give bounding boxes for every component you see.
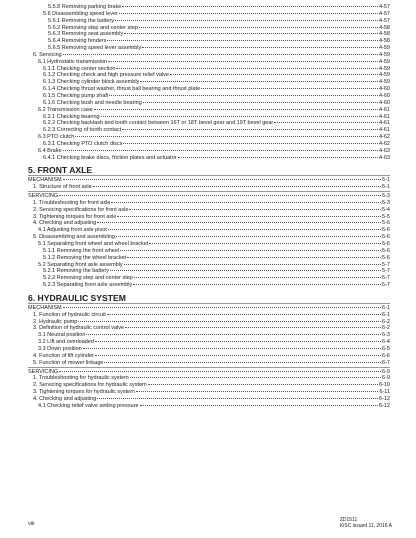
- toc-entry-label: 5.2.2 Removing step and center step: [43, 275, 133, 282]
- toc-entry[interactable]: [28, 312, 390, 319]
- dot-leader: [122, 6, 378, 7]
- toc-entry-label: 6.3 PTO clutch: [38, 134, 75, 141]
- dot-leader: [140, 81, 378, 82]
- toc-entry[interactable]: [28, 262, 390, 269]
- toc-entry-label: 5.1.1 Removing the front wheel: [43, 247, 120, 254]
- toc-entry-label: 4. Checking and adjusting: [33, 395, 97, 402]
- toc-entry[interactable]: [28, 155, 390, 162]
- toc-entry-label: 5.5.8 Removing parking brake: [48, 4, 122, 10]
- dot-leader: [108, 229, 381, 230]
- toc-entry[interactable]: [28, 339, 390, 346]
- dot-leader: [108, 61, 378, 62]
- toc-entry[interactable]: [28, 148, 390, 155]
- toc-page-number: 5-7: [382, 261, 390, 268]
- toc-entry[interactable]: [28, 234, 390, 241]
- toc-entry-label: 6.2.1 Checking bearing: [43, 113, 100, 120]
- toc-entry-label: 1. Structure of front axle: [33, 184, 92, 191]
- toc-entry-label: 5.6.4 Removing fenders: [48, 38, 107, 45]
- toc-page-number: 4-58: [378, 31, 390, 38]
- toc-page-number: 4-57: [378, 17, 390, 24]
- toc-entry-label: 6. Servicing: [33, 51, 62, 58]
- toc-page-number: 5-1: [382, 177, 390, 184]
- toc-entry-label: 5. Disassembling and assembling: [33, 234, 115, 241]
- toc-entry[interactable]: [28, 332, 390, 339]
- toc-entry-label: 3. Tightening torques for front axle: [33, 213, 117, 220]
- toc-entry[interactable]: [28, 11, 390, 18]
- toc-page-number: 4-59: [378, 79, 390, 86]
- toc-entry[interactable]: [28, 319, 390, 326]
- toc-entry[interactable]: [28, 275, 390, 282]
- toc-entry-label: 4. Checking and adjusting: [33, 220, 97, 227]
- toc-page-number: 4-63: [378, 147, 390, 154]
- dot-leader: [75, 136, 378, 137]
- toc-entry-label: 6.1.4 Checking thrust washer, thrust ball bearing and thrust plate: [43, 86, 201, 93]
- toc-entry[interactable]: [28, 127, 390, 134]
- dot-leader: [59, 371, 381, 372]
- dot-leader: [94, 109, 378, 110]
- toc-entry[interactable]: [28, 360, 390, 367]
- toc-entry-label: 6.4 Brake: [38, 147, 62, 154]
- toc-entry-label: SERVICING: [28, 368, 59, 375]
- toc-page-number: 4-61: [378, 113, 390, 120]
- toc-entry-label: SERVICING: [28, 193, 59, 200]
- document-code: ZD1511: [339, 517, 358, 523]
- dot-leader: [111, 202, 381, 203]
- toc-entry[interactable]: [28, 207, 390, 214]
- toc-entry[interactable]: [28, 100, 390, 107]
- dot-leader: [124, 33, 378, 34]
- page-number: viii: [28, 521, 35, 527]
- toc-page-number: 4-61: [378, 127, 390, 134]
- toc-entry[interactable]: [28, 107, 390, 114]
- dot-leader: [63, 307, 381, 308]
- toc-page-number: 4-59: [378, 45, 390, 52]
- toc-page-number: 5-6: [382, 227, 390, 234]
- dot-leader: [86, 334, 381, 335]
- toc-entry-label: 5.1 Separating front wheel and wheel bracket: [38, 241, 149, 247]
- dot-leader: [83, 348, 381, 349]
- toc-page-number: 4-62: [378, 134, 390, 141]
- dot-leader: [59, 195, 381, 196]
- toc-entry[interactable]: [28, 325, 390, 332]
- toc-page-number: 6-10: [378, 382, 390, 389]
- dot-leader: [139, 27, 378, 28]
- toc-category[interactable]: [28, 305, 390, 312]
- toc-entry[interactable]: [28, 282, 390, 289]
- toc-page-number: 4-57: [378, 10, 390, 17]
- dot-leader: [63, 54, 378, 55]
- dot-leader: [110, 270, 381, 271]
- toc-page-number: 6-12: [378, 395, 390, 402]
- toc-page-number: 4-59: [378, 72, 390, 79]
- toc-page-number: 6-12: [378, 402, 390, 409]
- issue-label: KiSC issued 11, 2016 A: [339, 523, 392, 529]
- toc-entry[interactable]: [28, 214, 390, 221]
- dot-leader: [116, 68, 378, 69]
- dot-leader: [201, 88, 378, 89]
- dot-leader: [97, 222, 381, 223]
- dot-leader: [143, 102, 378, 103]
- toc-page-number: 4-60: [378, 86, 390, 93]
- dot-leader: [63, 179, 381, 180]
- toc-category[interactable]: [28, 369, 390, 376]
- toc-page-number: 4-60: [378, 92, 390, 99]
- toc-page-number: 4-58: [378, 24, 390, 31]
- toc-page-number: 4-59: [378, 51, 390, 58]
- toc-entry-label: 5.2 Separating front axle assembly: [38, 261, 123, 268]
- dot-leader: [170, 74, 378, 75]
- toc-list-hydraulic-system: [28, 303, 390, 410]
- toc-entry[interactable]: [28, 353, 390, 360]
- section-title-hydraulic-system: 6. HYDRAULIC SYSTEM: [28, 292, 126, 303]
- toc-page-number: 5-6: [382, 234, 390, 241]
- toc-page-number: 5-3: [382, 193, 390, 200]
- toc-entry-label: 5.6.5 Removing speed lever assembly: [48, 45, 142, 52]
- toc-page-number: 6-5: [382, 345, 390, 352]
- dot-leader: [125, 327, 381, 328]
- toc-page-number: 6-1: [382, 304, 390, 311]
- toc-page-number: 5-6: [382, 241, 390, 247]
- toc-entry-label: 1. Troubleshooting for hydraulic system: [33, 375, 129, 382]
- toc-entry[interactable]: [28, 114, 390, 121]
- toc-entry[interactable]: [28, 25, 390, 32]
- toc-entry-label: 2. Hydraulic pump: [33, 318, 78, 325]
- toc-entry-label: 6.1.5 Checking pump shaft: [43, 92, 109, 99]
- toc-entry-label: 5.6.3 Removing seat assembly: [48, 31, 124, 38]
- category-divider: [28, 191, 390, 192]
- toc-entry[interactable]: [28, 52, 390, 59]
- dot-leader: [97, 398, 378, 399]
- toc-entry[interactable]: [28, 375, 390, 382]
- toc-entry[interactable]: [28, 200, 390, 207]
- toc-entry-label: 1. Function of hydraulic circuit: [33, 311, 106, 318]
- toc-page-number: 4-60: [378, 99, 390, 106]
- toc-entry-label: 6.1.6 Checking bush and needle bearing: [43, 99, 142, 106]
- toc-entry-label: MECHANISM: [28, 304, 62, 311]
- toc-list-chapter-4: [28, 4, 390, 161]
- toc-entry-label: 6.1.2 Checking check and high pressure relief valve: [43, 72, 169, 79]
- dot-leader: [140, 405, 378, 406]
- toc-entry[interactable]: [28, 79, 390, 86]
- toc-entry-label: 3. Tightening torques for hydraulic system: [33, 389, 135, 396]
- toc-entry[interactable]: [28, 134, 390, 141]
- toc-page-number: 5-7: [382, 275, 390, 282]
- toc-page-number: 6-2: [382, 318, 390, 325]
- toc-entry-label: 4.1 Adjusting front axle pivot: [38, 227, 107, 234]
- toc-page-number: 6-1: [382, 311, 390, 318]
- dot-leader: [109, 95, 378, 96]
- toc-entry[interactable]: [28, 184, 390, 191]
- dot-leader: [95, 355, 381, 356]
- toc-page-number: 4-58: [378, 38, 390, 45]
- toc-entry[interactable]: [28, 255, 390, 262]
- toc-page-number: 6-2: [382, 325, 390, 332]
- toc-page-number: 6-4: [382, 339, 390, 346]
- toc-page-number: 5-5: [382, 213, 390, 220]
- dot-leader: [122, 129, 378, 130]
- toc-entry[interactable]: [28, 396, 390, 403]
- toc-page-number: 4-59: [378, 58, 390, 65]
- toc-entry-label: 5.2.1 Removing the battery: [43, 268, 110, 275]
- toc-entry-label: 1. Troubleshooting for front axle: [33, 199, 111, 206]
- toc-page-number: 6-11: [379, 389, 390, 396]
- toc-entry[interactable]: [28, 389, 390, 396]
- toc-entry-label: 5. Function of mower linkage: [33, 359, 104, 366]
- toc-entry-label: 5.6 Disassembling speed lever: [43, 10, 118, 17]
- document-footer: [340, 517, 392, 529]
- toc-entry-label: 6.1.3 Checking cylinder block assembly: [43, 79, 140, 86]
- toc-entry-label: 6.3.1 Checking PTO clutch discs: [43, 140, 123, 147]
- toc-entry[interactable]: [28, 268, 390, 275]
- section-title-front-axle: 5. FRONT AXLE: [28, 165, 93, 176]
- toc-entry-label: 5.6.1 Removing the battery: [48, 17, 115, 24]
- toc-entry[interactable]: [28, 141, 390, 148]
- toc-entry-label: 5.2.3 Separating front axle assembly: [43, 282, 133, 289]
- toc-entry-label: 6.1 Hydrostatic transmission: [38, 58, 108, 65]
- toc-entry[interactable]: [28, 66, 390, 73]
- dot-leader: [107, 314, 381, 315]
- dot-leader: [107, 40, 378, 41]
- toc-page-number: 5-3: [382, 199, 390, 206]
- category-divider: [28, 303, 390, 304]
- dot-leader: [178, 157, 378, 158]
- toc-page-number: 4-57: [378, 4, 390, 10]
- dot-leader: [274, 122, 378, 123]
- table-of-contents: [28, 4, 390, 410]
- dot-leader: [124, 264, 381, 265]
- toc-entry[interactable]: [28, 241, 390, 248]
- toc-entry[interactable]: [28, 93, 390, 100]
- toc-entry-label: 3.2 Lift and overloaded: [38, 339, 94, 346]
- toc-entry-label: 6.1.1 Checking center section: [43, 65, 116, 72]
- dot-leader: [130, 377, 381, 378]
- toc-page-number: 4-63: [378, 154, 390, 161]
- toc-entry[interactable]: [28, 346, 390, 353]
- toc-entry[interactable]: [28, 4, 390, 11]
- toc-page-number: 4-61: [378, 106, 390, 113]
- toc-entry[interactable]: [28, 248, 390, 255]
- toc-page-number: 6-9: [382, 368, 390, 375]
- toc-category[interactable]: [28, 193, 390, 200]
- toc-entry-label: 3.1 Neutral position: [38, 332, 86, 339]
- toc-entry-label: 4. Function of lift cylinder: [33, 352, 94, 359]
- toc-entry[interactable]: [28, 227, 390, 234]
- dot-leader: [134, 277, 381, 278]
- toc-entry-label: 6.2.3 Correcting of tooth contact: [43, 127, 122, 134]
- toc-list-front-axle: [28, 175, 390, 289]
- toc-page-number: 4-59: [378, 65, 390, 72]
- toc-page-number: 6-7: [382, 359, 390, 366]
- dot-leader: [104, 362, 381, 363]
- toc-entry[interactable]: [28, 38, 390, 45]
- toc-entry[interactable]: [28, 86, 390, 93]
- toc-page-number: 5-6: [382, 220, 390, 227]
- toc-entry[interactable]: [28, 220, 390, 227]
- category-divider: [28, 175, 390, 176]
- dot-leader: [63, 150, 378, 151]
- toc-page-number: 5-7: [382, 268, 390, 275]
- dot-leader: [123, 143, 378, 144]
- dot-leader: [115, 20, 378, 21]
- toc-entry[interactable]: [28, 45, 390, 52]
- toc-entry-label: 3. Definition of hydraulic control valve: [33, 325, 125, 332]
- dot-leader: [127, 257, 381, 258]
- dot-leader: [142, 47, 378, 48]
- dot-leader: [148, 384, 378, 385]
- dot-leader: [149, 243, 381, 244]
- category-divider: [28, 367, 390, 368]
- toc-entry[interactable]: [28, 59, 390, 66]
- dot-leader: [133, 284, 381, 285]
- toc-entry[interactable]: [28, 31, 390, 38]
- toc-entry[interactable]: [28, 382, 390, 389]
- toc-page-number: 5-6: [382, 247, 390, 254]
- dot-leader: [119, 13, 378, 14]
- toc-entry-label: 3.3 Down position: [38, 345, 82, 352]
- toc-page-number: 5-1: [382, 184, 390, 191]
- toc-page-number: 4-61: [378, 120, 390, 127]
- dot-leader: [93, 186, 381, 187]
- dot-leader: [95, 341, 381, 342]
- toc-page-number: 5-4: [382, 206, 390, 213]
- toc-entry-label: 6.2 Transmission case: [38, 106, 93, 113]
- toc-page-number: 6-3: [382, 332, 390, 339]
- toc-category[interactable]: [28, 177, 390, 184]
- toc-entry-label: 6.2.2 Checking backlash and tooth contact between 16T or 18T bevel gear and 19T bevel gear: [43, 120, 274, 127]
- toc-entry-label: 5.1.2 Removing the wheel bracket: [43, 254, 127, 261]
- toc-page-number: 4-62: [378, 140, 390, 147]
- toc-entry[interactable]: [28, 403, 390, 410]
- toc-page-number: 6-9: [382, 375, 390, 382]
- dot-leader: [101, 116, 378, 117]
- toc-entry[interactable]: [28, 120, 390, 127]
- toc-entry-label: MECHANISM: [28, 177, 62, 184]
- dot-leader: [78, 321, 381, 322]
- toc-entry-label: 2. Servicing specifications for front axle: [33, 206, 129, 213]
- toc-entry[interactable]: [28, 72, 390, 79]
- toc-page-number: 6-6: [382, 352, 390, 359]
- toc-entry[interactable]: [28, 18, 390, 25]
- toc-entry-label: 4.1 Checking relief valve setting pressure: [38, 402, 139, 409]
- toc-entry-label: 2. Servicing specifications for hydraulic system: [33, 382, 147, 389]
- toc-page-number: 5-7: [382, 282, 390, 289]
- toc-entry-label: 6.4.1 Checking brake discs, friction plates and actuator: [43, 154, 177, 161]
- dot-leader: [120, 250, 381, 251]
- dot-leader: [116, 236, 381, 237]
- dot-leader: [136, 391, 379, 392]
- dot-leader: [129, 209, 381, 210]
- toc-entry-label: 5.6.2 Removing step and center step: [48, 24, 138, 31]
- toc-page-number: 5-6: [382, 254, 390, 261]
- dot-leader: [117, 216, 381, 217]
